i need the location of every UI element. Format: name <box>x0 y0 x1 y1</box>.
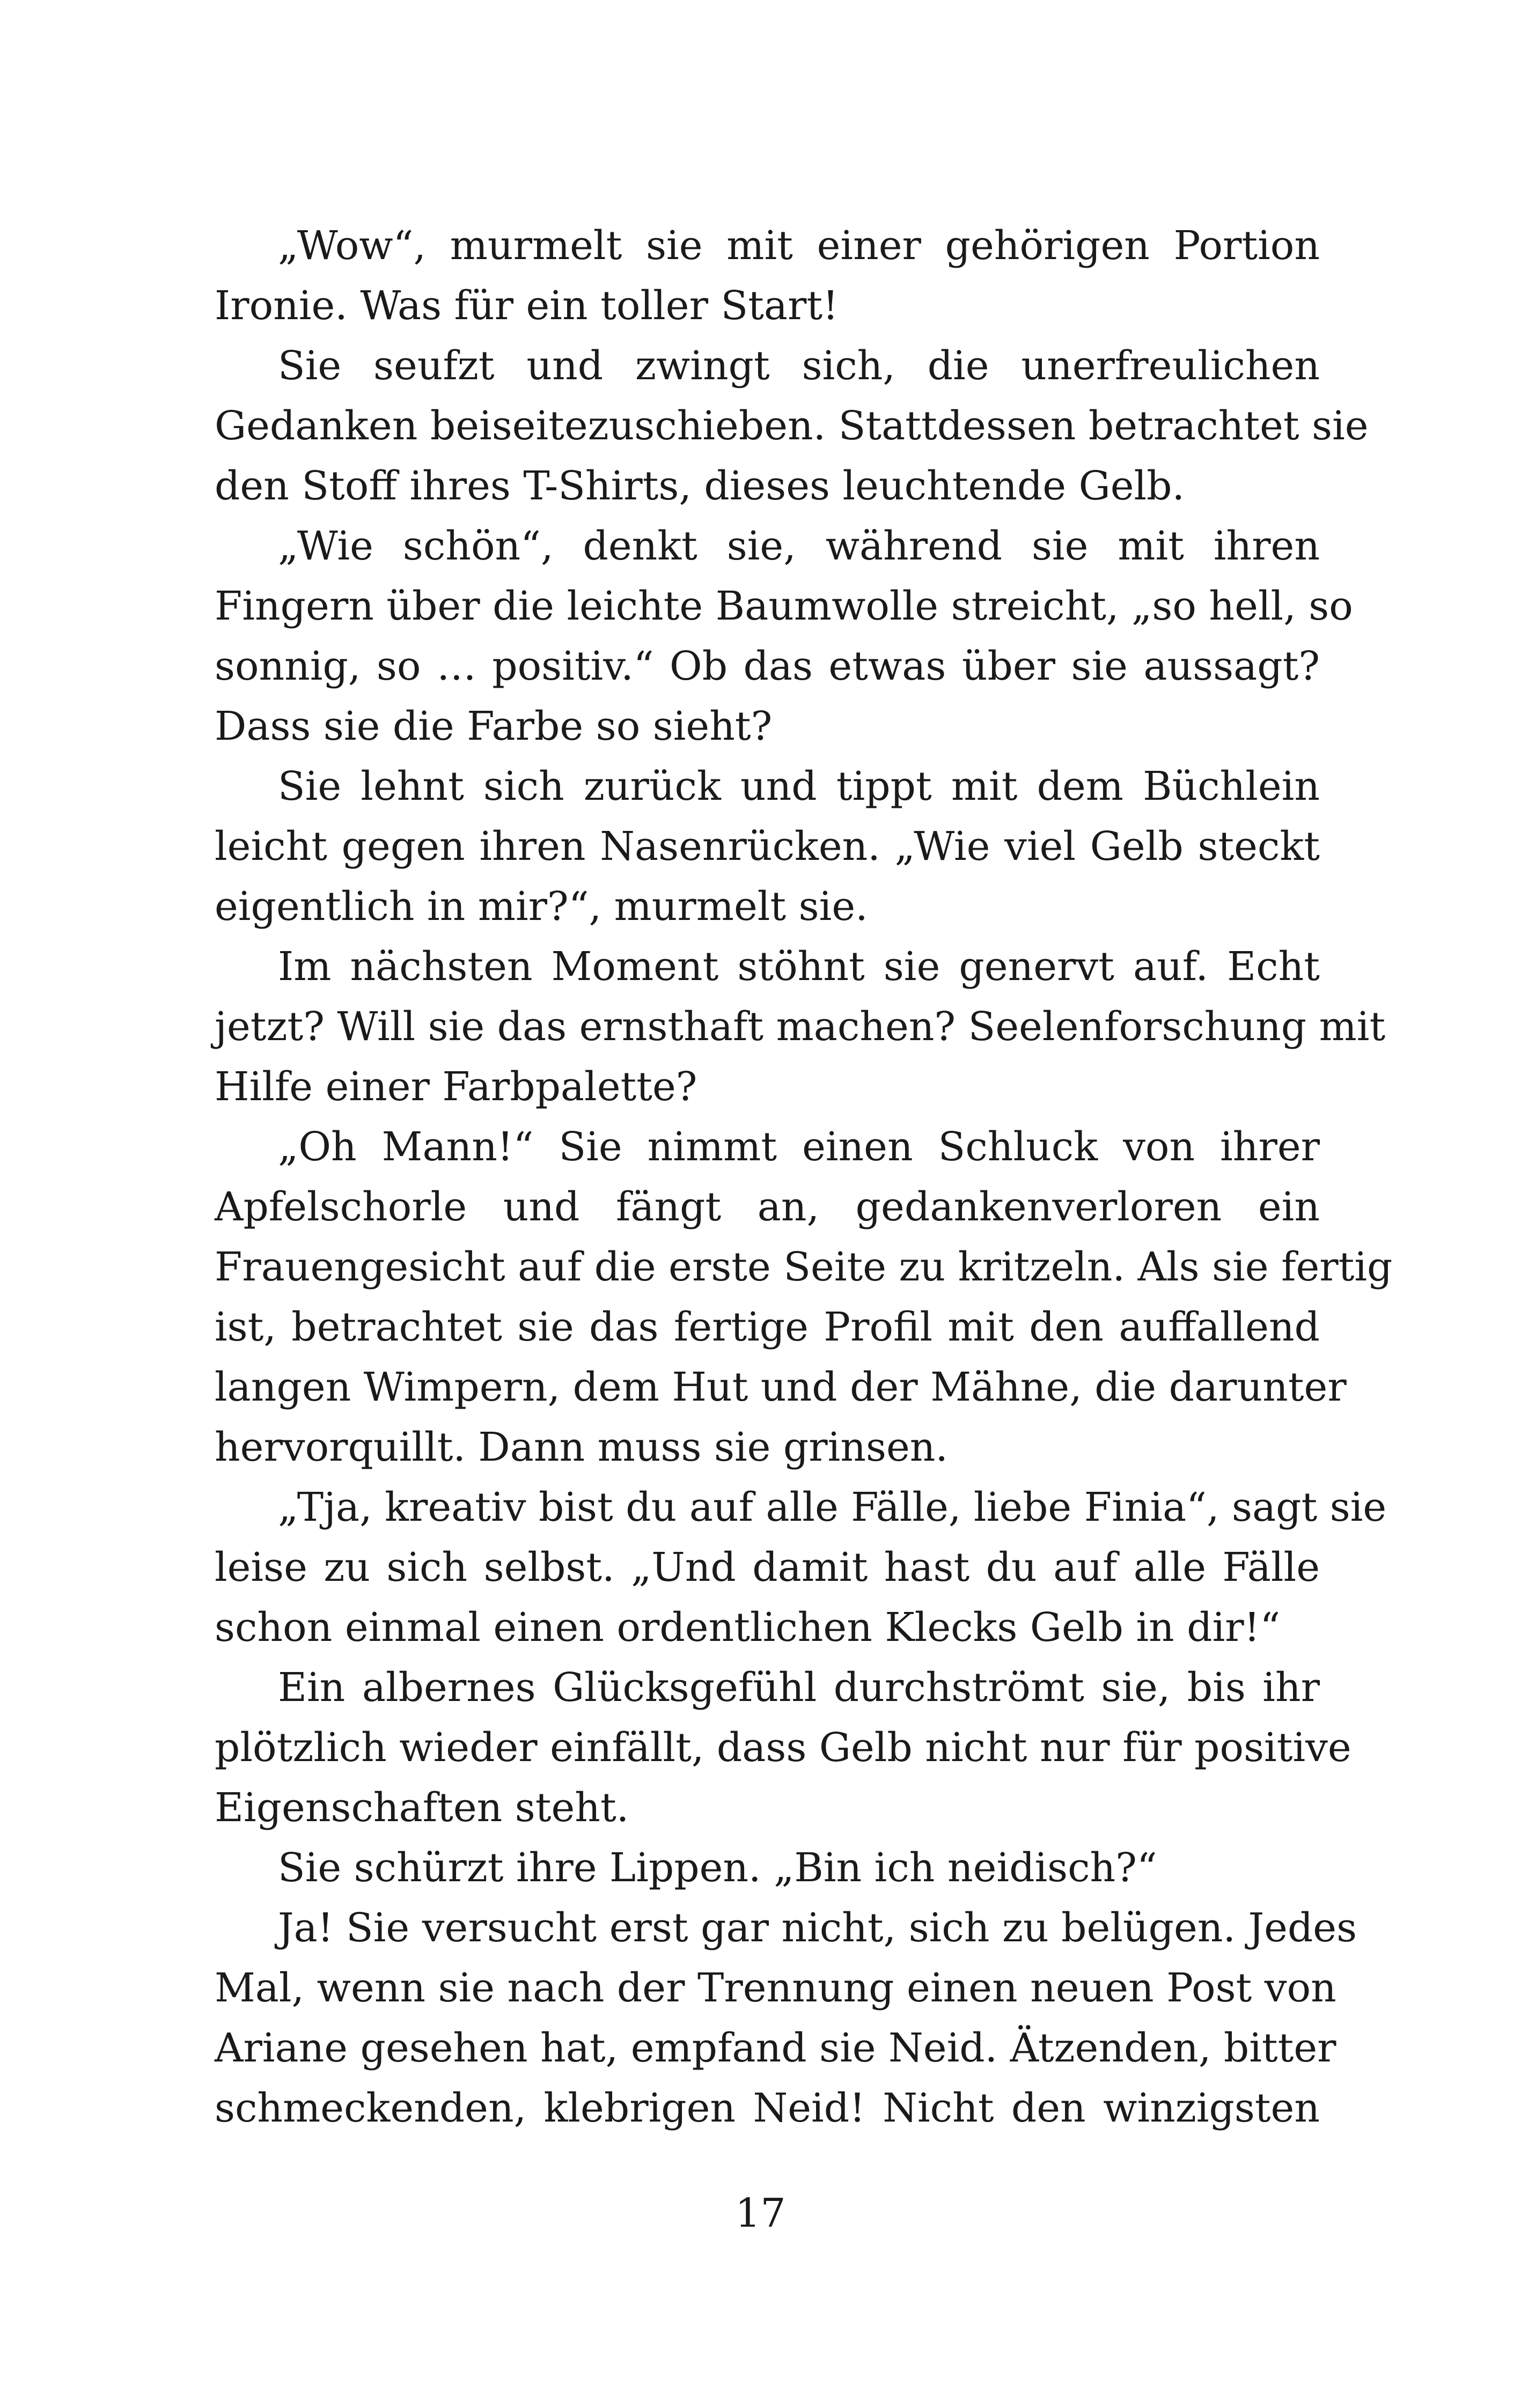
text-line: Ein albernes Glücksgefühl durchströmt sie, bis ihr <box>278 1665 1320 1711</box>
text-line: leise zu sich selbst. „Und damit hast du auf alle Fälle <box>215 1544 1320 1590</box>
text-line: Hilfe einer Farbpalette? <box>215 1064 697 1110</box>
paragraph <box>215 516 1353 756</box>
text-line: Gedanken beiseitezuschieben. Stattdessen betrachtet sie <box>215 403 1369 449</box>
paragraph <box>215 1117 1393 1477</box>
text-line: Ariane gesehen hat, empfand sie Neid. Ätzenden, bitter <box>215 2025 1336 2071</box>
text-line: „Wie schön“, denkt sie, während sie mit ihren <box>278 523 1320 569</box>
paragraph <box>215 336 1369 516</box>
page-number: 17 <box>735 2190 786 2236</box>
text-line: Sie lehnt sich zurück und tippt mit dem Büchlein <box>278 763 1320 809</box>
text-line: sonnig, so … positiv.“ Ob das etwas über sie aussagt? <box>215 643 1320 689</box>
paragraph <box>215 1898 1357 2138</box>
text-line: Ja! Sie versucht erst gar nicht, sich zu belügen. Jedes <box>278 1905 1357 1951</box>
text-line: Sie seufzt und zwingt sich, die unerfreulichen <box>278 343 1320 389</box>
paragraph <box>215 937 1386 1117</box>
text-line: Im nächsten Moment stöhnt sie genervt auf. Echt <box>278 944 1320 990</box>
text-line: Apfelschorle und fängt an, gedankenverloren ein <box>215 1184 1320 1230</box>
paragraph <box>215 1838 1320 1898</box>
paragraph <box>215 1658 1351 1838</box>
text-line: jetzt? Will sie das ernsthaft machen? Seelenforschung mit <box>215 1004 1386 1050</box>
text-line: Sie schürzt ihre Lippen. „Bin ich neidisch?“ <box>278 1845 1157 1891</box>
text-line: leicht gegen ihren Nasenrücken. „Wie viel Gelb steckt <box>215 823 1320 870</box>
text-line: „Wow“, murmelt sie mit einer gehörigen Portion <box>278 223 1320 269</box>
text-line: den Stoff ihres T-Shirts, dieses leuchtende Gelb. <box>215 463 1185 509</box>
paragraph <box>215 1477 1387 1658</box>
text-line: Frauengesicht auf die erste Seite zu kritzeln. Als sie fertig <box>215 1244 1393 1290</box>
text-line: plötzlich wieder einfällt, dass Gelb nicht nur für positive <box>215 1725 1351 1771</box>
text-line: Ironie. Was für ein toller Start! <box>215 283 839 329</box>
text-line: „Tja, kreativ bist du auf alle Fälle, liebe Finia“, sagt sie <box>278 1484 1387 1530</box>
text-line: schmeckenden, klebrigen Neid! Nicht den winzigsten <box>215 2085 1320 2131</box>
text-line: Eigenschaften steht. <box>215 1785 629 1831</box>
text-line: Dass sie die Farbe so sieht? <box>215 703 773 749</box>
text-line: eigentlich in mir?“, murmelt sie. <box>215 883 868 930</box>
text-line: Fingern über die leichte Baumwolle streicht, „so hell, so <box>215 583 1353 629</box>
paragraph <box>215 216 1320 336</box>
text-line: schon einmal einen ordentlichen Klecks Gelb in dir!“ <box>215 1604 1281 1651</box>
text-line: ist, betrachtet sie das fertige Profil mit den auffallend <box>215 1304 1320 1350</box>
body-text <box>215 216 1393 2138</box>
text-line: hervorquillt. Dann muss sie grinsen. <box>215 1424 948 1470</box>
paragraph <box>215 756 1320 937</box>
text-line: Mal, wenn sie nach der Trennung einen neuen Post von <box>215 1965 1336 2011</box>
text-line: „Oh Mann!“ Sie nimmt einen Schluck von ihrer <box>278 1124 1320 1170</box>
text-line: langen Wimpern, dem Hut und der Mähne, die darunter <box>215 1364 1347 1410</box>
